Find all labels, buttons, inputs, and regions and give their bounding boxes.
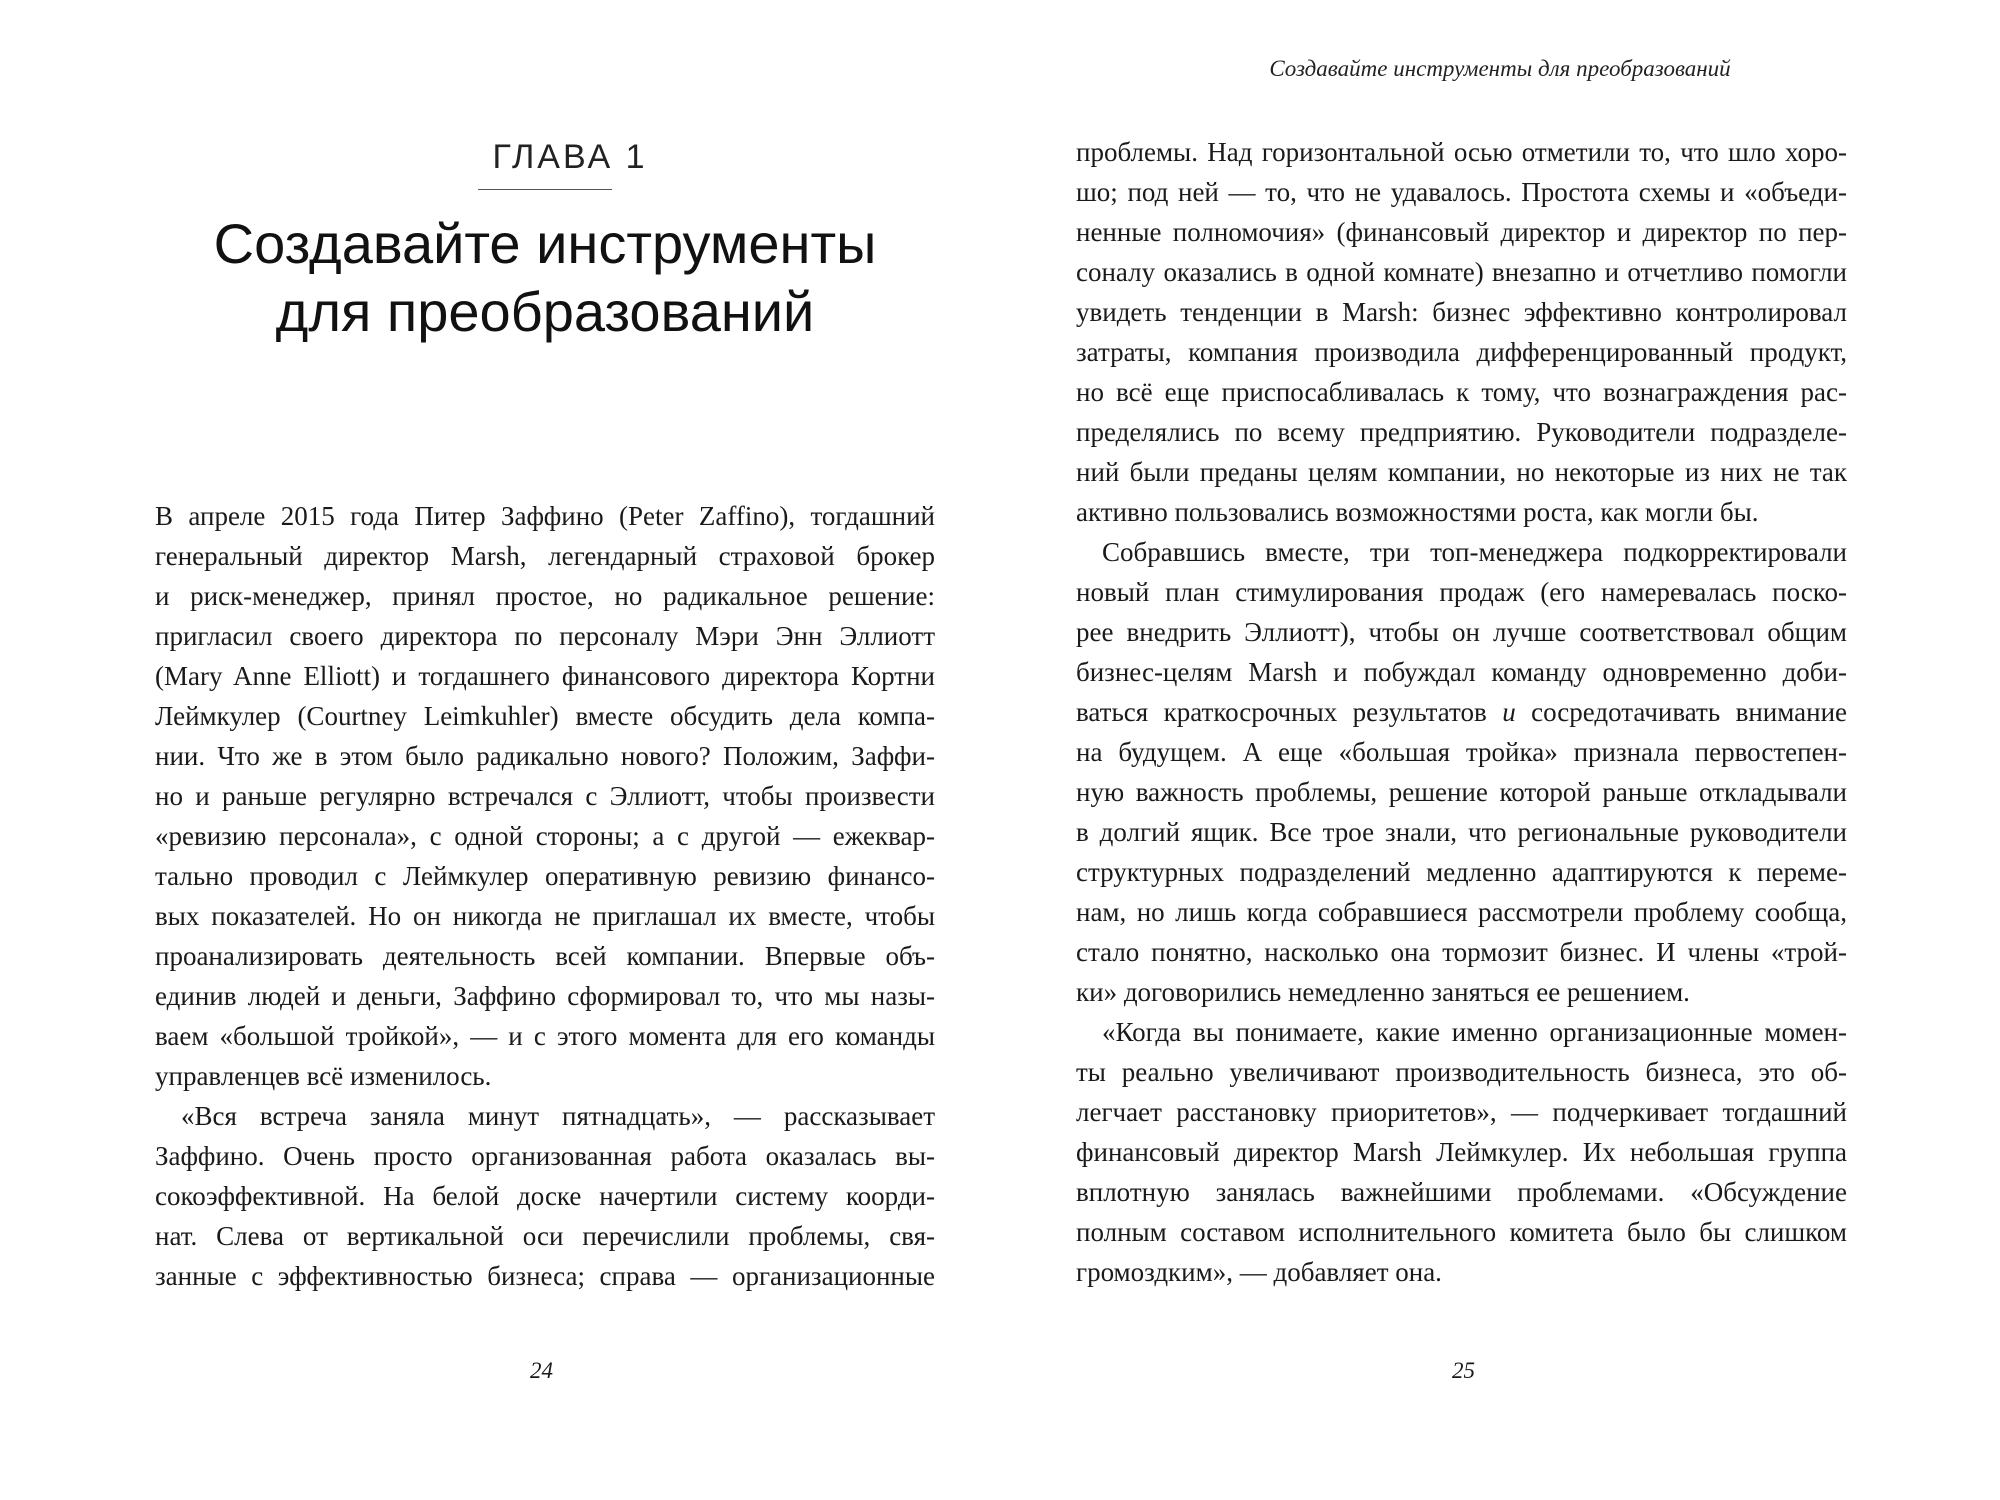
text-line: пределялись по всему предприятию. Руководители подразделе- — [1076, 417, 1847, 447]
text-line: полным составом исполнительного комитета было бы слишком — [1076, 1217, 1847, 1247]
text-line: ний были преданы целям компании, но некоторые из них не так — [1076, 457, 1847, 487]
text-line: шо; под ней — то, что не удавалось. Простота схемы и «объеди- — [1076, 177, 1847, 207]
text-line: нат. Слева от вертикальной оси перечислили проблемы, свя- — [155, 1221, 935, 1251]
body-text-column — [155, 496, 935, 1296]
paragraph — [155, 1096, 935, 1296]
text-line: единив людей и деньги, Заффино сформировал то, что мы назы- — [155, 981, 935, 1011]
text-line: тально проводил с Леймкулер оперативную ревизию финансо- — [155, 861, 935, 891]
text-line: генеральный директор Marsh, легендарный страховой брокер — [155, 541, 935, 571]
body-text-column — [1076, 132, 1847, 1292]
text-line: ты реально увеличивают производительность бизнеса, это об- — [1076, 1057, 1847, 1087]
text-segment: ваться краткосрочных результатов — [1076, 697, 1503, 727]
text-line: Заффино. Очень просто организованная работа оказалась вы- — [155, 1141, 935, 1171]
text-line: ную важность проблемы, решение которой раньше откладывали — [1076, 777, 1847, 807]
text-line: финансовый директор Marsh Леймкулер. Их небольшая группа — [1076, 1137, 1847, 1167]
text-line: управленцев всё изменилось. — [155, 1061, 492, 1091]
text-segment: сосредотачивать внимание — [1515, 697, 1848, 727]
text-line: громоздким», — добавляет она. — [1076, 1257, 1442, 1287]
italic-text: и — [1502, 697, 1516, 727]
text-line: нам, но лишь когда собравшиеся рассмотрели проблему сообща, — [1076, 897, 1847, 927]
paragraph — [1076, 1012, 1847, 1292]
page-number: 25 — [1452, 1358, 1475, 1383]
chapter-title — [150, 210, 940, 346]
text-line: активно пользовались возможностями роста, как могли бы. — [1076, 497, 1759, 527]
chapter-divider — [478, 189, 612, 190]
text-line: занные с эффективностью бизнеса; справа — организационные — [155, 1261, 935, 1291]
text-line: В апреле 2015 года Питер Заффино (Peter Zaffino), тогдашний — [155, 501, 935, 531]
text-line: но всё еще приспосабливалась к тому, что вознаграждения рас- — [1076, 377, 1847, 407]
text-line: «Вся встреча заняла минут пятнадцать», — рассказывает — [181, 1101, 935, 1131]
text-line: структурных подразделений медленно адаптируются к переме- — [1076, 857, 1847, 887]
text-line: увидеть тенденции в Marsh: бизнес эффективно контролировал — [1076, 297, 1847, 327]
text-line: и риск-менеджер, принял простое, но радикальное решение: — [155, 581, 935, 611]
paragraph — [1076, 532, 1847, 1012]
text-line: в долгий ящик. Все трое знали, что региональные руководители — [1076, 817, 1847, 847]
chapter-title-line: Создавайте инструменты — [213, 212, 877, 275]
text-line: стало понятно, насколько она тормозит бизнес. И члены «трой- — [1076, 937, 1847, 967]
paragraph — [155, 496, 935, 1096]
text-line: соналу оказались в одной комнате) внезапно и отчетливо помогли — [1076, 257, 1847, 287]
text-line: «ревизию персонала», с одной стороны; а с другой — ежеквар- — [155, 821, 935, 851]
text-line — [1076, 692, 1847, 732]
text-line: ненные полномочия» (финансовый директор и директор по пер- — [1076, 217, 1847, 247]
page-number: 24 — [530, 1358, 553, 1383]
text-line: вых показателей. Но он никогда не приглашал их вместе, чтобы — [155, 901, 935, 931]
text-line: затраты, компания производила дифференцированный продукт, — [1076, 337, 1847, 367]
paragraph — [1076, 132, 1847, 532]
text-line: нии. Что же в этом было радикально нового? Положим, Заффи- — [155, 741, 935, 771]
chapter-label: ГЛАВА 1 — [492, 138, 648, 176]
text-line: вплотную занялась важнейшими проблемами. «Обсуждение — [1076, 1177, 1847, 1207]
text-line: Собравшись вместе, три топ-менеджера подкорректировали — [1102, 537, 1847, 567]
chapter-title-line: для преобразований — [275, 280, 815, 343]
text-line: бизнес-целям Marsh и побуждал команду одновременно доби- — [1076, 657, 1847, 687]
text-line: проблемы. Над горизонтальной осью отметили то, что шло хоро- — [1076, 137, 1847, 167]
text-line: (Mary Anne Elliott) и тогдашнего финансового директора Кортни — [155, 661, 935, 691]
text-line: новый план стимулирования продаж (его намеревалась поско- — [1076, 577, 1847, 607]
text-line: но и раньше регулярно встречался с Эллиотт, чтобы произвести — [155, 781, 935, 811]
text-line: на будущем. А еще «большая тройка» признала первостепен- — [1076, 737, 1847, 767]
text-line: сокоэффективной. На белой доске начертили систему коорди- — [155, 1181, 935, 1211]
text-line: ваем «большой тройкой», — и с этого момента для его команды — [155, 1021, 935, 1051]
text-line: рее внедрить Эллиотт), чтобы он лучше соответствовал общим — [1076, 617, 1847, 647]
text-line: Леймкулер (Courtney Leimkuhler) вместе обсудить дела компа- — [155, 701, 935, 731]
text-line: ки» договорились немедленно заняться ее решением. — [1076, 977, 1690, 1007]
text-line: пригласил своего директора по персоналу Мэри Энн Эллиотт — [155, 621, 935, 651]
running-head: Создавайте инструменты для преобразований — [1269, 56, 1731, 81]
text-line: проанализировать деятельность всей компании. Впервые объ- — [155, 941, 935, 971]
right-page — [1000, 0, 2000, 1500]
text-line: «Когда вы понимаете, какие именно организационные момен- — [1102, 1017, 1847, 1047]
text-line: легчает расстановку приоритетов», — подчеркивает тогдашний — [1076, 1097, 1847, 1127]
